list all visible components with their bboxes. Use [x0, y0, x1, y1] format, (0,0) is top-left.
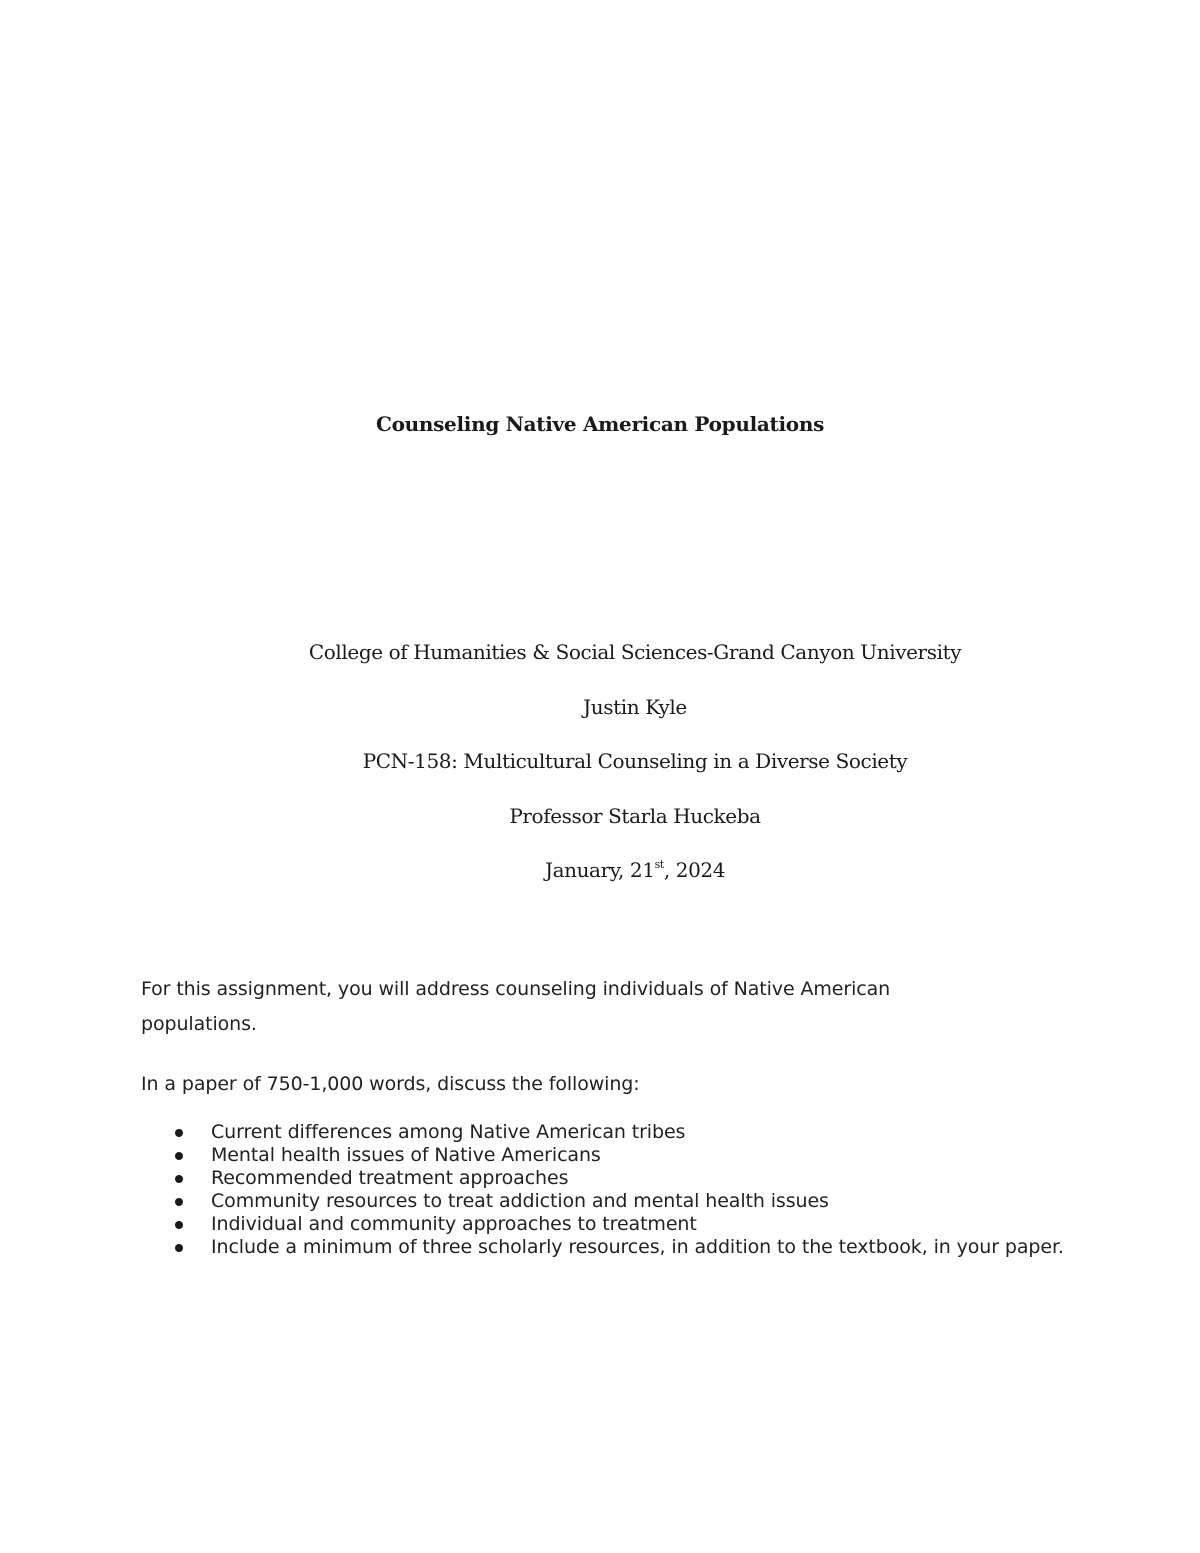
list-item: [141, 1190, 1071, 1213]
date-line: [70, 856, 1200, 911]
assignment-prompt: In a paper of 750-1,000 words, discuss the following:: [141, 1073, 640, 1095]
page-title: Counseling Native American Populations: [375, 412, 825, 436]
list-item: [141, 1236, 1071, 1259]
course-line: PCN-158: Multicultural Counseling in a Diverse Society: [362, 749, 908, 773]
bullet-icon: [175, 1244, 183, 1252]
professor-line: Professor Starla Huckeba: [509, 803, 761, 828]
bullet-icon: [175, 1152, 183, 1160]
assignment-intro: For this assignment, you will address counseling individuals of Native American populations.: [141, 978, 891, 1035]
date-ordinal-suffix: st: [654, 858, 664, 871]
list-item-text: Recommended treatment approaches: [211, 1167, 569, 1189]
list-item-text: Individual and community approaches to treatment: [211, 1213, 697, 1235]
requirements-list: [141, 1121, 1071, 1259]
list-item-text: Community resources to treat addiction and mental health issues: [211, 1190, 829, 1212]
list-item: [141, 1144, 1071, 1167]
bullet-icon: [175, 1198, 183, 1206]
list-item-text: Current differences among Native American tribes: [211, 1121, 686, 1143]
title-page-info: [70, 638, 1200, 911]
bullet-icon: [175, 1221, 183, 1229]
list-item: [141, 1213, 1071, 1236]
bullet-icon: [175, 1129, 183, 1137]
bullet-icon: [175, 1175, 183, 1183]
date-year: , 2024: [663, 858, 726, 882]
list-item-text: Mental health issues of Native Americans: [211, 1144, 601, 1166]
list-item: [141, 1167, 1071, 1190]
date-text: January, 21: [544, 858, 655, 882]
list-item: [141, 1121, 1071, 1144]
author-line: Justin Kyle: [583, 694, 687, 719]
college-line: College of Humanities & Social Sciences-Grand Canyon University: [308, 640, 962, 664]
list-item-text: Include a minimum of three scholarly resources, in addition to the textbook, in your paper.: [211, 1236, 1064, 1258]
